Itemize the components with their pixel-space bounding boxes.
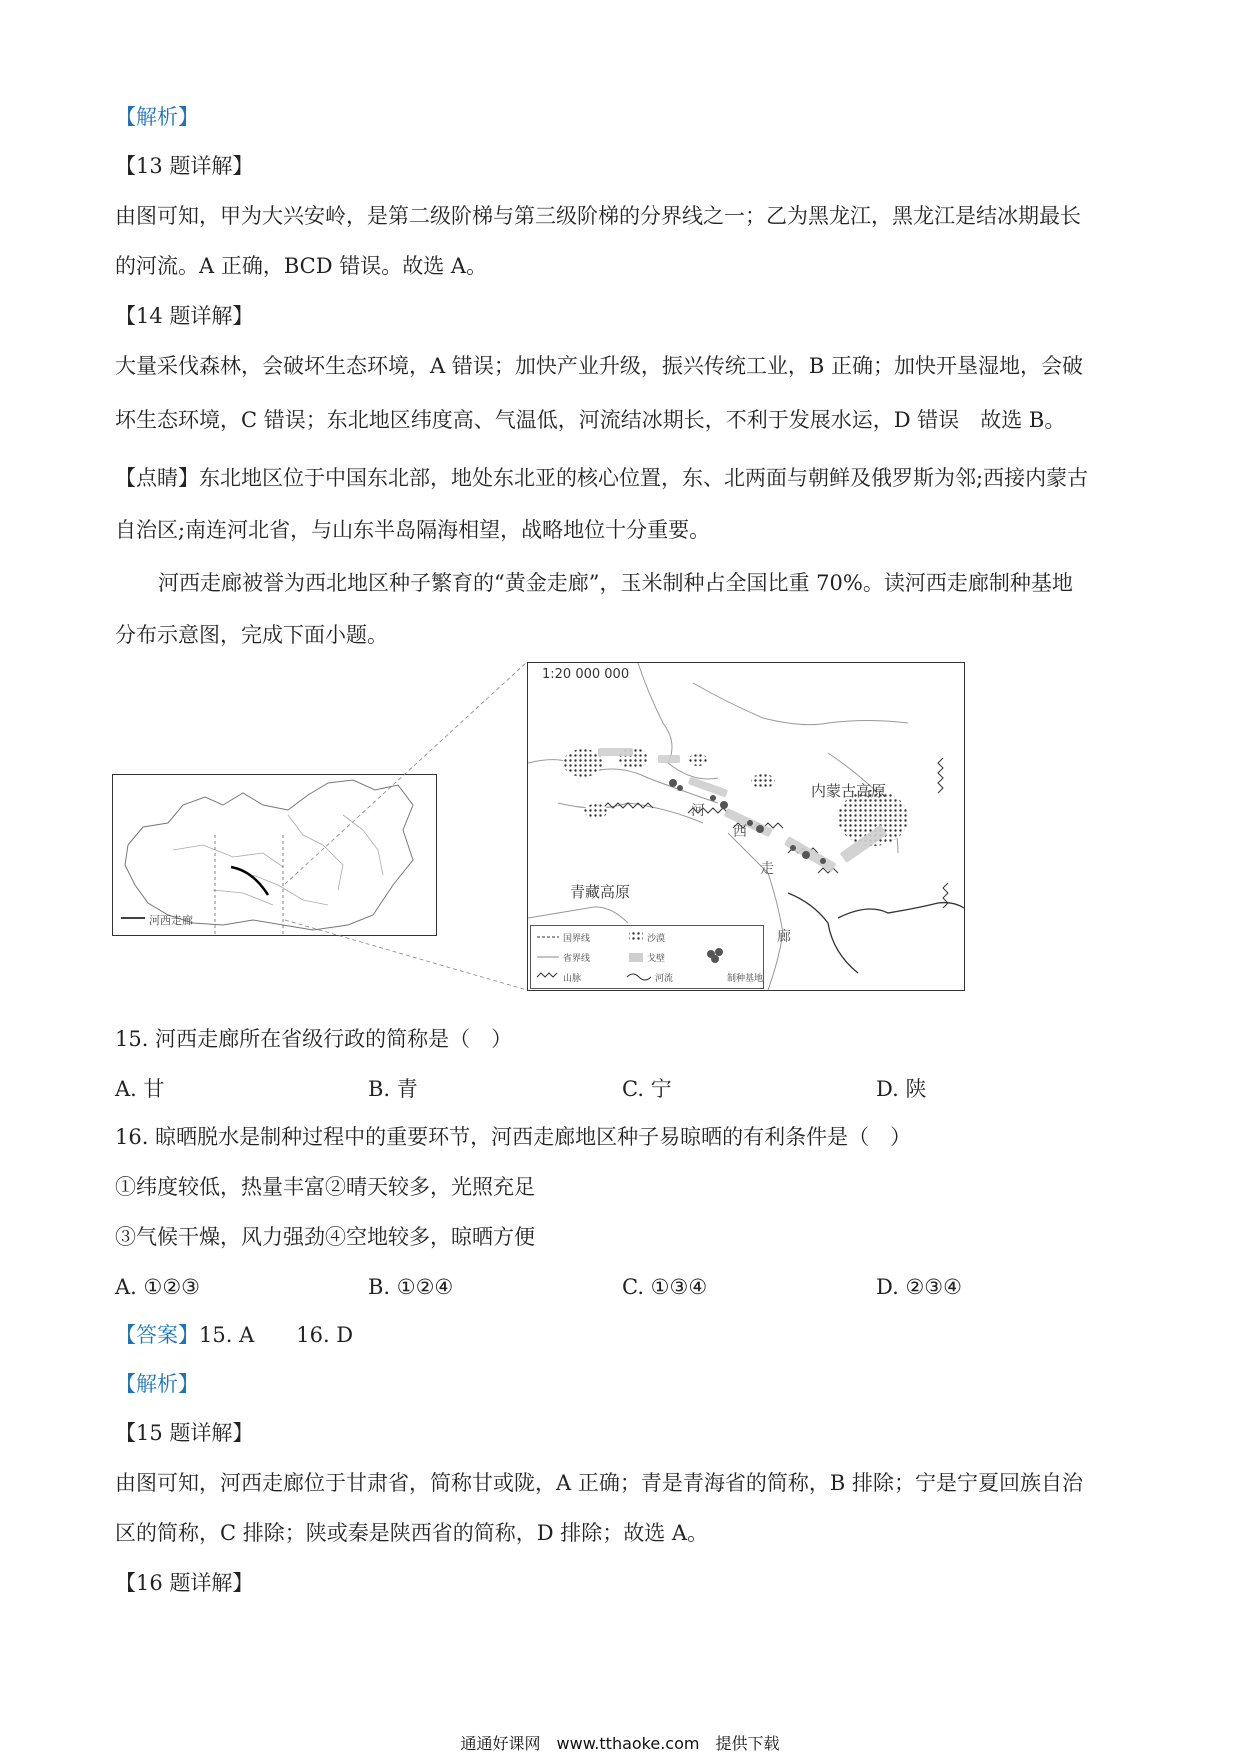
q16-option-d: D. ②③④	[876, 1275, 962, 1299]
legend-boundary: 国界线	[563, 934, 591, 944]
q15-option-b: B. 青	[368, 1077, 418, 1101]
q15-option-d: D. 陕	[876, 1077, 927, 1101]
highlight-line2: 自治区;南连河北省，与山东半岛隔海相望，战略地位十分重要。	[115, 518, 711, 542]
q13-detail-heading: 【13 题详解】	[115, 154, 254, 178]
q13-detail-line1: 由图可知，甲为大兴安岭，是第二级阶梯与第三级阶梯的分界线之一；乙为黑龙江，黑龙江是结冰期最长	[115, 204, 1081, 228]
q13-detail-line2: 的河流。A 正确，BCD 错误。故选 A。	[115, 254, 488, 278]
q15-option-a: A. 甘	[115, 1077, 165, 1101]
corridor-char-3: 走	[760, 861, 774, 877]
q15-option-c: C. 宁	[622, 1077, 672, 1101]
legend-base: 制种基地	[727, 974, 764, 984]
q15-detail-heading: 【15 题详解】	[115, 1421, 254, 1445]
legend-mountain: 山脉	[563, 974, 582, 984]
map-scale: 1:20 000 000	[542, 667, 630, 682]
question-15: 15. 河西走廊所在省级行政的简称是（ ）	[115, 1027, 513, 1051]
question-16: 16. 晾晒脱水是制种过程中的重要环节，河西走廊地区种子易晾晒的有利条件是（ ）	[115, 1125, 912, 1149]
q15-detail-line1: 由图可知，河西走廊位于甘肃省，简称甘或陇，A 正确；青是青海省的简称，B 排除；宁是宁夏回族自治	[115, 1471, 1083, 1495]
q14-detail-line1: 大量采伐森林，会破坏生态环境，A 错误；加快产业升级，振兴传统工业，B 正确；加快开垦湿地，会破	[115, 354, 1083, 378]
overview-legend-label: 河西走廊	[149, 914, 193, 927]
intro-line2: 分布示意图，完成下面小题。	[115, 623, 388, 647]
q16-option-b: B. ①②④	[368, 1275, 454, 1299]
highlight-line1	[115, 463, 1088, 493]
answer-tag: 【答案】	[115, 1323, 199, 1347]
q15-detail-line2: 区的简称，C 排除；陕或秦是陕西省的简称，D 排除；故选 A。	[115, 1521, 709, 1545]
corridor-char-2: 西	[733, 824, 747, 840]
q16-detail-heading: 【16 题详解】	[115, 1571, 254, 1595]
q16-option-c: C. ①③④	[622, 1275, 708, 1299]
footer-source: 通通好课网 www.tthaoke.com 提供下载	[460, 1734, 780, 1753]
legend-province: 省界线	[563, 954, 591, 964]
legend-desert: 沙漠	[647, 934, 666, 944]
label-inner-mongolia-plateau: 内蒙古高原	[811, 782, 887, 800]
label-qinghai-tibet-plateau: 青藏高原	[570, 883, 631, 901]
highlight-tag: 【点睛】	[115, 466, 199, 490]
analysis-tag: 【解析】	[115, 105, 199, 129]
q14-detail-line2: 坏生态环境，C 错误；东北地区纬度高、气温低，河流结冰期长，不利于发展水运，D 错误 故选 B。	[115, 408, 1066, 432]
highlight-text: 东北地区位于中国东北部，地处东北亚的核心位置，东、北两面与朝鲜及俄罗斯为邻;西接内蒙古	[199, 466, 1089, 490]
corridor-char-4: 廊	[777, 929, 791, 945]
q14-detail-heading: 【14 题详解】	[115, 304, 254, 328]
q16-statements-2: ③气候干燥，风力强劲④空地较多，晾晒方便	[115, 1225, 535, 1249]
q16-option-a: A. ①②③	[115, 1275, 200, 1299]
answer-text: 15. A 16. D	[199, 1323, 354, 1347]
corridor-char-1: 河	[691, 803, 705, 819]
china-overview-map	[112, 774, 437, 936]
map-legend	[530, 925, 764, 989]
q16-statements-1: ①纬度较低，热量丰富②晴天较多，光照充足	[115, 1175, 535, 1199]
legend-river: 河流	[655, 974, 674, 984]
legend-gobi: 戈壁	[647, 954, 666, 964]
answer-line	[115, 1320, 353, 1350]
china-outline	[113, 775, 436, 935]
analysis-tag-2: 【解析】	[115, 1372, 199, 1396]
hexi-corridor-detail-map	[527, 662, 965, 991]
intro-line1: 河西走廊被誉为西北地区种子繁育的“黄金走廊”，玉米制种占全国比重 70%。读河西走廊制种基地	[158, 571, 1073, 595]
